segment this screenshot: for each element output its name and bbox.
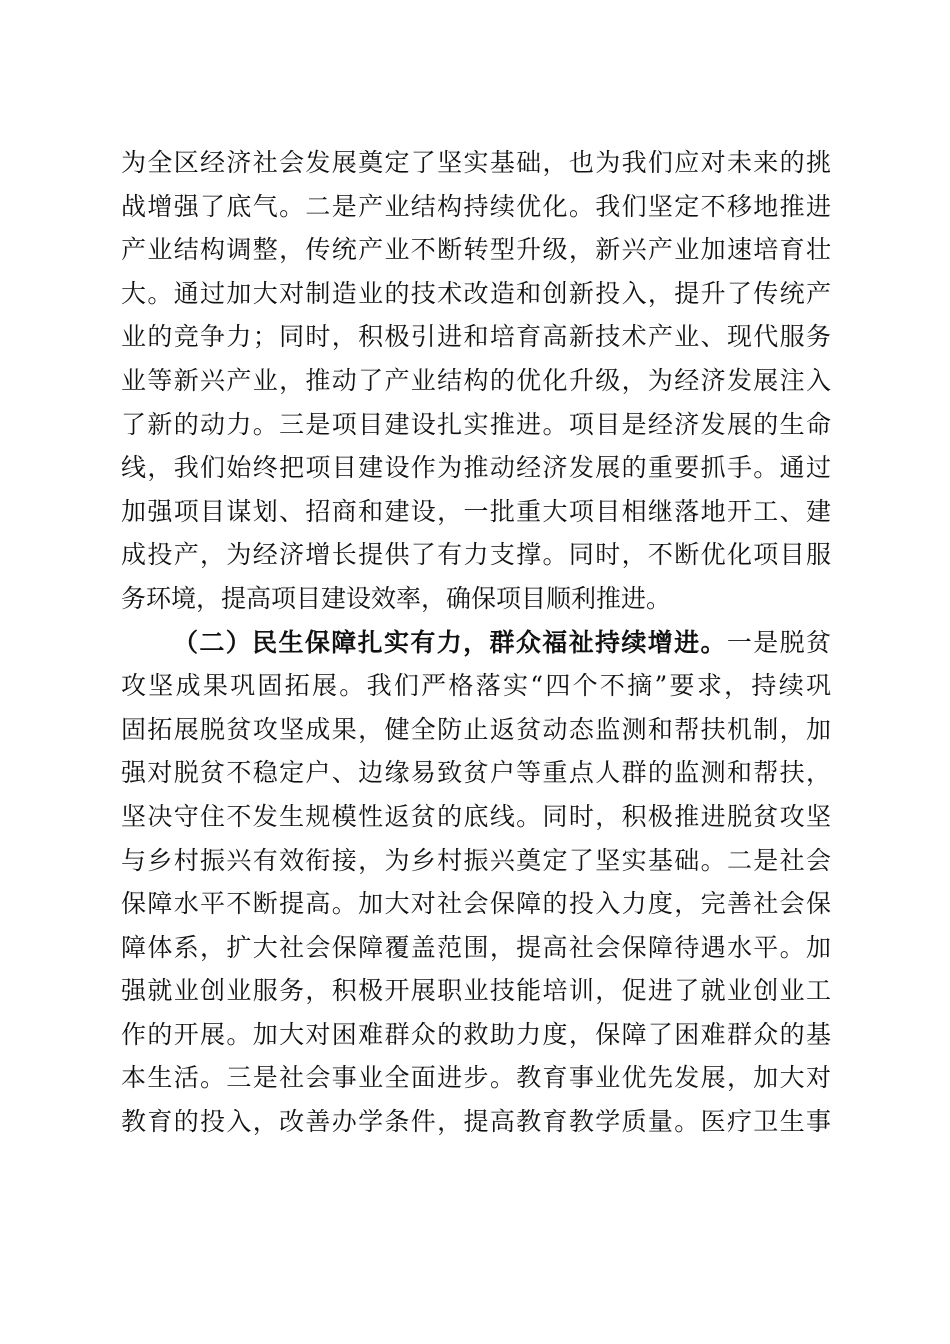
text-line: 大。通过加大对制造业的技术改造和创新投入，提升了传统产 — [121, 278, 831, 308]
text-line: 与乡村振兴有效衔接，为乡村振兴奠定了坚实基础。二是社会 — [121, 845, 831, 875]
text-line: 强对脱贫不稳定户、边缘易致贫户等重点人群的监测和帮扶， — [121, 758, 831, 788]
text-line: 线，我们始终把项目建设作为推动经济发展的重要抓手。通过 — [121, 453, 831, 483]
text-line: 强就业创业服务，积极开展职业技能培训，促进了就业创业工 — [121, 976, 831, 1006]
text-line: 业等新兴产业，推动了产业结构的优化升级，为经济发展注入 — [121, 365, 831, 395]
body-text — [121, 141, 831, 1144]
text-line: 本生活。三是社会事业全面进步。教育事业优先发展，加大对 — [121, 1063, 831, 1093]
section-heading: （二）民生保障扎实有力，群众福祉持续增进。 — [173, 627, 727, 657]
text-line: 战增强了底气。二是产业结构持续优化。我们坚定不移地推进 — [121, 191, 831, 221]
text-line: 攻坚成果巩固拓展。我们严格落实“四个不摘”要求，持续巩 — [121, 671, 831, 701]
text-line: 教育的投入，改善办学条件，提高教育教学质量。医疗卫生事 — [121, 1107, 831, 1137]
text-line: 障体系，扩大社会保障覆盖范围，提高社会保障待遇水平。加 — [121, 932, 831, 962]
section-heading-continuation: 一是脱贫 — [726, 627, 831, 657]
text-line: 加强项目谋划、招商和建设，一批重大项目相继落地开工、建 — [121, 496, 831, 526]
text-line: 保障水平不断提高。加大对社会保障的投入力度，完善社会保 — [121, 889, 831, 919]
text-line-paragraph-end: 务环境，提高项目建设效率，确保项目顺利推进。 — [121, 583, 672, 613]
text-line: 产业结构调整，传统产业不断转型升级，新兴产业加速培育壮 — [121, 235, 831, 265]
text-line: 固拓展脱贫攻坚成果，健全防止返贫动态监测和帮扶机制，加 — [121, 714, 831, 744]
text-line: 为全区经济社会发展奠定了坚实基础，也为我们应对未来的挑 — [121, 148, 831, 177]
text-line: 成投产，为经济增长提供了有力支撑。同时，不断优化项目服 — [121, 540, 831, 570]
text-line: 业的竞争力；同时，积极引进和培育高新技术产业、现代服务 — [121, 322, 831, 352]
text-line: 了新的动力。三是项目建设扎实推进。项目是经济发展的生命 — [121, 409, 831, 439]
text-line: 作的开展。加大对困难群众的救助力度，保障了困难群众的基 — [121, 1019, 831, 1049]
section-heading-line — [121, 621, 831, 665]
text-line: 坚决守住不发生规模性返贫的底线。同时，积极推进脱贫攻坚 — [121, 801, 831, 831]
